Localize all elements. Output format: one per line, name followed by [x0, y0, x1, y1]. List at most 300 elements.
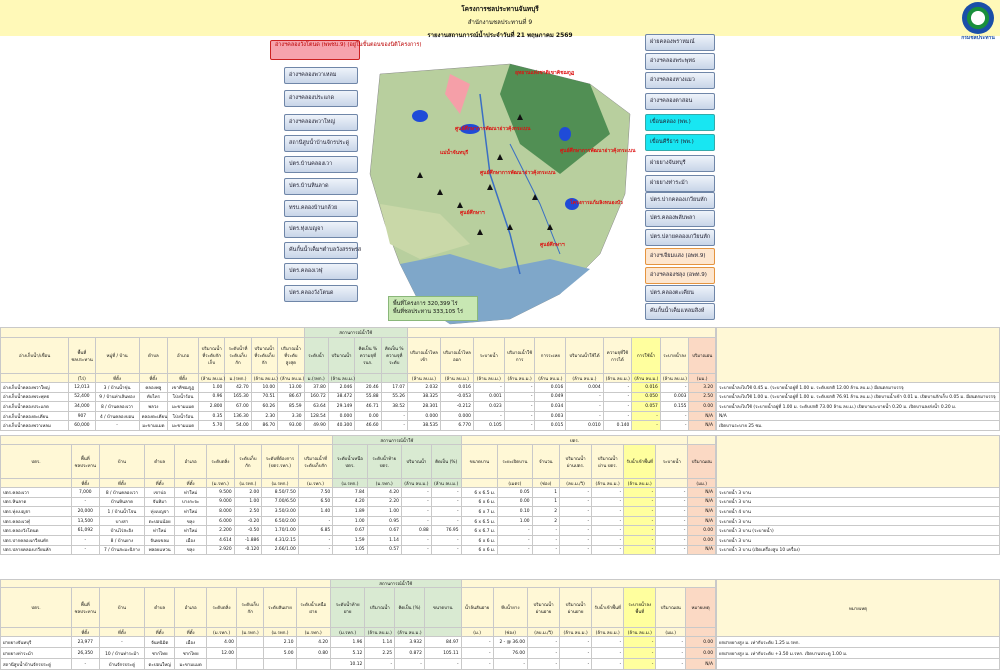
regulators-remark-cell: ระบายน้ำ 3 บาน (เปิดเครื่องสูบ 10 เครื่อง) — [717, 545, 1000, 555]
station-box-right-2[interactable]: อ่างฯคลองหางแมว — [645, 72, 715, 89]
regulators-header-cell: ตำบล — [145, 445, 175, 479]
weirs-cell: 26,350 — [72, 648, 99, 659]
weirs-cell: สถานีสูบน้ำบ้านจักรประดู่ — [1, 659, 72, 670]
reservoirs-cell: 37.80 — [304, 383, 328, 393]
reservoirs-cell: 86.70 — [251, 421, 277, 431]
regulators-cell: - — [560, 545, 592, 555]
regulators-cell: - — [401, 535, 431, 545]
reservoirs-cell: 28.301 — [407, 402, 440, 412]
weirs-cell: - — [528, 659, 560, 670]
regulators-cell: - — [592, 507, 624, 517]
regulators-cell: - — [592, 497, 624, 507]
weirs-cell: - — [560, 637, 592, 648]
reservoirs-remark-cell: ระบายน้ำลงไปใช้ (ระบายน้ำอยู่ที่ 1.00 ม. ระดับปกติ 73.00 ล้าน ลบ.ม.) เปิดบานระบายน้ำ 0.20 ม. เปิดบานลงส่งน้ำ 0.20 ม. — [717, 402, 1000, 412]
regulators-cell: 6.85 — [298, 526, 332, 536]
regulators-cell: ท่าใหม่ — [175, 507, 207, 517]
station-box-left-3[interactable]: อ่างฯคลองพวาใหญ่ — [284, 114, 358, 131]
reservoirs-cell: 0.016 — [535, 383, 566, 393]
reservoirs-cell: มะขามแมด — [139, 421, 168, 431]
weirs-cell: 4.00 — [207, 637, 237, 648]
regulators-cell: ปตร.คลองเวา — [1, 488, 72, 498]
reservoirs-cell: - — [632, 411, 661, 421]
reservoirs-header-cell: คิดเป็น % ความจุที่ระดับ — [381, 338, 407, 374]
regulators-cell: - — [532, 535, 559, 545]
station-box-right-11[interactable]: อ่างฯเจียมแสง (อพท.9) — [645, 248, 715, 265]
regulators-cell: 1.00 — [234, 497, 261, 507]
reservoirs-cell: 2.50 — [689, 392, 716, 402]
report-title: โครงการชลประทานจันทบุรี — [461, 5, 539, 13]
weirs-header-cell: ปริมาณน้ำผ่านฝาย — [528, 588, 560, 628]
weirs-cell: 3.932 — [395, 637, 425, 648]
irrigation-area: พื้นที่ชลประทาน 333,105 ไร่ — [393, 309, 463, 315]
regulators-header-cell: คิดเป็น (%) — [431, 445, 461, 479]
reservoirs-cell: 4 / บ้านคลองบอน — [95, 411, 139, 421]
reservoirs-cell: 0.105 — [473, 421, 504, 431]
reservoirs-unit-cell: (ล้าน ลบ.ม.) — [278, 374, 304, 383]
reservoirs-cell: 9 / บ้านท่าเส้นทอง — [95, 392, 139, 402]
regulators-cell: - — [624, 535, 656, 545]
weirs-cell: 5.00 — [264, 648, 296, 659]
regulators-cell: 2 — [532, 516, 559, 526]
reservoirs-cell: อ่างเก็บน้ำคลองพระพุทธ — [1, 392, 69, 402]
reservoirs-cell: 0.003 — [535, 411, 566, 421]
table-row — [1, 545, 716, 555]
regulators-cell: - — [656, 545, 688, 555]
reservoirs-cell: - — [504, 392, 535, 402]
weirs-cell: - — [395, 659, 425, 670]
weirs-header-cell: ปตร. — [1, 588, 72, 628]
weirs-header-cell: อำเภอ — [175, 588, 207, 628]
regulators-cell: - — [560, 507, 592, 517]
reservoirs-cell: 54.00 — [225, 421, 251, 431]
station-box-right-3[interactable]: อ่างฯคลองตาสอน — [645, 93, 715, 110]
regulators-cell: 4.614 — [207, 535, 234, 545]
reservoirs-cell: - — [603, 411, 632, 421]
reservoirs-cell: 2.800 — [198, 402, 224, 412]
weirs-header-cell: น้ำล้นสันฝาย — [461, 588, 493, 628]
regulators-unit-cell: (ม.รทก.) — [333, 479, 367, 488]
reservoirs-cell: 5.70 — [198, 421, 224, 431]
regulators-unit-cell: (ม.รทก.) — [207, 479, 234, 488]
regulators-cell: ปตร.ปลายคลองเกวียนหัก — [1, 545, 72, 555]
reservoirs-cell: 2.032 — [407, 383, 440, 393]
station-box-right-4[interactable]: เขื่อนคลอง (พพ.) — [645, 114, 715, 131]
reservoirs-remarks-header — [717, 328, 1000, 383]
weirs-unit-cell: (ม.รทก.) — [296, 628, 330, 637]
weirs-unit-cell: ที่ตั้ง — [99, 628, 145, 637]
regulators-cell: เมือง — [175, 535, 207, 545]
reservoirs-cell: 0.000 — [328, 411, 354, 421]
weirs-cell: - — [656, 648, 686, 659]
reservoirs-cell: เขาคิชฌกูฏ — [168, 383, 199, 393]
table-row — [1, 488, 716, 498]
regulators-cell: 4.20 — [367, 488, 401, 498]
reservoir-remarks — [716, 327, 1000, 431]
reservoirs-cell: - — [632, 421, 661, 431]
reservoirs-unit-cell: (ล้าน ลบ.ม.) — [473, 374, 504, 383]
regulators-cell: - — [656, 507, 688, 517]
reservoirs-header-cell: ระบายน้ำลง — [660, 338, 689, 374]
regulators-cell: 7.50 — [298, 488, 332, 498]
regulators-header-cell: ปริมาณฝน — [688, 445, 716, 479]
regulators-cell: - — [656, 488, 688, 498]
report-date: รายงานสถานการณ์น้ำประจำวันที่ 21 พฤษภาคม 2569 — [427, 32, 573, 39]
reservoirs-cell: อ่างเก็บน้ำคลองตะเคียน — [1, 411, 69, 421]
reservoirs-cell: 2.30 — [251, 411, 277, 421]
regulators-cell: 1.00 — [333, 516, 367, 526]
station-box-right-1[interactable]: อ่างฯคลองพระพุทธ — [645, 53, 715, 70]
regulators-unit-cell: (ม.รทก.) — [234, 479, 261, 488]
regulators-unit-cell: (ล้าน ลบ.ม.) — [401, 479, 431, 488]
reservoirs-header-cell: ปริมาณน้ำที่ระดับเก็บกัก — [251, 338, 277, 374]
weirs-cell — [236, 637, 263, 648]
weirs-cell: ฝายยางท่าระม้า — [1, 648, 72, 659]
weirs-cell: - — [592, 637, 624, 648]
regulators-cell: - — [401, 488, 431, 498]
map-label-4: โครงการแก้มลิงหนองบัว — [570, 200, 623, 206]
regulators-header-cell: ปริมาณน้ำ — [401, 445, 431, 479]
regulators-cell: N/A — [688, 545, 716, 555]
reservoirs-unit-cell: (ล้าน ลบ.ม.) — [440, 374, 473, 383]
regulators-cell: 6 x 6 ม. — [461, 497, 498, 507]
station-box-left-4[interactable]: สถานีสูบน้ำบ้านจักรประดู่ — [284, 135, 358, 152]
project-area: พื้นที่โครงการ 320,399 ไร่ — [393, 301, 458, 307]
regulators-cell: 7.84 — [333, 488, 367, 498]
weirs-header-cell: ระดับเก็บกัก — [236, 588, 263, 628]
reservoirs-cell: - — [603, 383, 632, 393]
reservoirs-cell: 0.000 — [440, 411, 473, 421]
regulators-remarks-header — [717, 436, 1000, 488]
reservoirs-cell: 55.88 — [355, 392, 381, 402]
weirs-header-cell: ขนาดบาน — [424, 588, 461, 628]
station-box-right-5[interactable]: เขื่อนคีรีธาร (พพ.) — [645, 134, 715, 151]
regulators-cell: ปตร.หินลาด — [1, 497, 72, 507]
regulators-cell: 0.57 — [367, 545, 401, 555]
station-box-right-12[interactable]: อ่างฯคลองชลุง (อพท.9) — [645, 267, 715, 284]
reservoirs-cell: 67.00 — [225, 402, 251, 412]
weirs-cell: - — [592, 659, 624, 670]
regulators-cell: เขาบ่อ — [145, 488, 175, 498]
reservoirs-cell: 49.90 — [304, 421, 328, 431]
station-box-right-7[interactable]: ฝายยางท่าระม้า — [645, 175, 715, 192]
regulators-cell: - — [592, 545, 624, 555]
weirs-cell: 105.11 — [424, 648, 461, 659]
weirs-cell: - — [461, 648, 493, 659]
reservoirs-cell: 160.72 — [304, 392, 328, 402]
regulators-cell: 7.00/6.50 — [262, 497, 299, 507]
reservoirs-remark-cell: ระบายน้ำลงไปใช้ 1.00 ม. (ระบายน้ำอยู่ที่ 1.00 ม. ระดับปกติ 76.91 ล้าน ลบ.ม.) เปิดบานน้ำเข้า 0.01 ม. เปิดบานกักเก็บ 0.05 ม. มีฝนตกมาบรรจุ — [717, 392, 1000, 402]
reservoirs-cell: 46.60 — [355, 421, 381, 431]
regulators-cell: - — [560, 526, 592, 536]
regulators-cell: N/A — [688, 507, 716, 517]
weir-table — [0, 579, 716, 670]
weirs-cell: ฝายยางจันทบุรี — [1, 637, 72, 648]
reservoirs-cell: 907 — [69, 411, 95, 421]
regulators-header-cell: ระดับน้ำเหนือปตร. — [333, 445, 367, 479]
regulators-cell: 0.00 — [688, 526, 716, 536]
reservoirs-header-cell: ปริมาณน้ำ — [328, 338, 354, 374]
reservoirs-cell: 0.140 — [603, 421, 632, 431]
weirs-cell — [207, 659, 237, 670]
weirs-unit-cell: (ล้าน ลบ.ม.) — [365, 628, 395, 637]
reservoirs-unit-cell: (ล้าน ลบ.ม.) — [566, 374, 603, 383]
reservoirs-cell: -0.212 — [440, 402, 473, 412]
reservoirs-cell: 0.001 — [473, 392, 504, 402]
regulators-cell: 6.50/2.00 — [262, 516, 299, 526]
weirs-cell: - — [424, 659, 461, 670]
regulators-cell: 6 x 6.5 ม. — [461, 516, 498, 526]
reservoirs-cell: 2.046 — [328, 383, 354, 393]
table-row — [1, 402, 716, 412]
weirs-cell: - — [656, 637, 686, 648]
weir-group-header: สถานการณ์น้ำใช้ — [330, 580, 461, 588]
reservoirs-cell: 0.049 — [535, 392, 566, 402]
reservoirs-unit-cell: (ล้าน ลบ.ม.) — [603, 374, 632, 383]
station-box-right-13[interactable]: ปตร.คลองตะเคียน — [645, 285, 715, 302]
weirs-header-cell: หีบน้ำยาง — [493, 588, 527, 628]
reservoirs-cell: 42.70 — [225, 383, 251, 393]
regulator-table — [0, 435, 716, 555]
weirs-header-cell: ระดับน้ำท้ายฝาย — [330, 588, 364, 628]
reservoirs-cell: 93.00 — [278, 421, 304, 431]
station-box-left-1[interactable]: อ่างฯคลองพวาเหลม — [284, 67, 358, 84]
reservoirs-unit-cell: (ล้าน ลบ.ม.) — [407, 374, 440, 383]
reservoirs-cell: อ่างเก็บน้ำคลองประแกด — [1, 402, 69, 412]
regulators-cell: 9.500 — [207, 488, 234, 498]
regulators-remark-cell: ระบายน้ำ 3 บาน — [717, 497, 1000, 507]
regulators-remark-cell: ระบายน้ำ 3 บาน — [717, 535, 1000, 545]
regulators-unit-cell: (ช่อง) — [532, 479, 559, 488]
weirs-cell — [236, 648, 263, 659]
station-box-right-14[interactable]: คันกั้นน้ำเค็มแหลมสิงห์ — [645, 303, 715, 320]
reservoirs-unit-cell: (ล้าน ลบ.ม.) — [504, 374, 535, 383]
table-row — [1, 648, 716, 659]
reservoirs-cell: 52,400 — [69, 392, 95, 402]
table-row — [1, 392, 716, 402]
weirs-cell: - — [624, 659, 656, 670]
regulators-cell: 1.40 — [298, 507, 332, 517]
station-box-right-6[interactable]: ฝายยางจันทบุรี — [645, 155, 715, 172]
reservoirs-header-cell: ปริมาณน้ำที่ระดับสูงสุด — [278, 338, 304, 374]
station-box-left-7[interactable]: ทรบ.คลองบ้านกล้วย — [284, 200, 358, 217]
regulators-header-cell: พื้นที่ชลประทาน — [72, 445, 99, 479]
reservoir-table — [0, 327, 716, 431]
reservoirs-cell: คลองพลู — [139, 383, 168, 393]
regulators-header-cell: ปริมาณน้ำผ่านปตร. — [560, 445, 592, 479]
reservoirs-cell: 60,000 — [69, 421, 95, 431]
reservoirs-cell: 0.034 — [535, 402, 566, 412]
station-box-left-10[interactable]: ปตร.คลองเวฬุ — [284, 263, 358, 280]
regulators-cell: 6 x 7 ม. — [461, 507, 498, 517]
regulators-cell: - — [624, 516, 656, 526]
regulators-cell: - — [532, 545, 559, 555]
weirs-cell: - — [528, 648, 560, 659]
regulators-cell: -0.20 — [234, 516, 261, 526]
reservoirs-cell: 128.54 — [304, 411, 328, 421]
regulators-header-cell: ระยะเปิดบาน — [498, 445, 532, 479]
weirs-unit-cell: (ล้าน ลบ.ม.) — [560, 628, 592, 637]
regulators-header-cell: ระดับน้ำท้าย ปตร. — [367, 445, 401, 479]
map-label-0: อุทยานแห่งชาติเขาคิชฌกูฏ — [515, 70, 575, 76]
station-box-right-0[interactable]: ฝายคลองพราหมณ์ — [645, 34, 715, 51]
regulators-cell: - — [656, 497, 688, 507]
weirs-header-cell: พื้นที่ชลประทาน — [72, 588, 99, 628]
station-box-left-9[interactable]: คันกั้นน้ำเค็มฯตำบลวังสรรพรส — [284, 242, 358, 259]
reservoirs-cell: โป่งน้ำร้อน — [168, 392, 199, 402]
regulators-header-cell: ระดับเก็บกัก — [234, 445, 261, 479]
reservoirs-cell: - — [504, 383, 535, 393]
regulators-header-cell: ปริมาณน้ำที่ระดับเก็บกัก — [298, 445, 332, 479]
regulators-cell: - — [431, 497, 461, 507]
reservoirs-header-cell: หมู่ที่ / บ้าน — [95, 338, 139, 374]
reservoirs-header-cell: ระบายน้ำ — [473, 338, 504, 374]
reservoirs-cell: 86.67 — [278, 392, 304, 402]
reservoirs-header-cell: ปริมาณน้ำใช้การ — [504, 338, 535, 374]
map-label-6: ศูนย์ศึกษาฯ — [460, 210, 485, 216]
regulators-cell: - — [592, 526, 624, 536]
reservoirs-cell: - — [504, 411, 535, 421]
regulators-cell: - — [656, 516, 688, 526]
regulators-cell: - — [560, 516, 592, 526]
regulators-cell: 2.920 — [207, 545, 234, 555]
reservoirs-cell: 40.300 — [328, 421, 354, 431]
station-box-left-5[interactable]: ปตร.บ้านคลองเวา — [284, 156, 358, 173]
weirs-unit-cell: (ม.) — [461, 628, 493, 637]
report-office: สำนักงานชลประทานที่ 9 — [467, 19, 533, 26]
regulators-cell: ท่าใหม่ — [145, 526, 175, 536]
regulators-cell: - — [656, 526, 688, 536]
reservoirs-header-cell: อำเภอ — [168, 338, 199, 374]
station-box-left-8[interactable]: ปตร.ทุ่งเบญจา — [284, 221, 358, 238]
weirs-cell — [236, 659, 263, 670]
regulators-cell: 7 / บ้านสะมะนิกาง — [99, 545, 145, 555]
weirs-unit-cell: (ม.รทก.) — [330, 628, 364, 637]
reservoirs-cell: 0.003 — [660, 392, 689, 402]
weirs-cell: ตะปอนใหญ่ — [145, 659, 175, 670]
regulators-cell: 2.00 — [234, 488, 261, 498]
regulators-cell: 8 / บ้านยาง — [99, 535, 145, 545]
regulators-unit-cell: ที่ตั้ง — [175, 479, 207, 488]
reservoir-marker — [412, 110, 428, 122]
regulators-cell: - — [431, 516, 461, 526]
reservoirs-cell: 0.155 — [660, 402, 689, 412]
reservoirs-unit-cell — [1, 374, 69, 383]
reservoirs-unit-cell: ที่ตั้ง — [139, 374, 168, 383]
reservoirs-cell: 165.30 — [225, 392, 251, 402]
regulators-cell: 6 x 6.5 ม. — [461, 488, 498, 498]
weirs-header-cell: ระดับน้ำเหนือฝาย — [296, 588, 330, 628]
regulators-cell: - — [624, 497, 656, 507]
regulators-cell: 0.67 — [367, 526, 401, 536]
reservoirs-cell: - — [504, 421, 535, 431]
regulators-cell: 4.20 — [333, 497, 367, 507]
regulators-cell: 0.95 — [367, 516, 401, 526]
weirs-unit-cell: ที่ตั้ง — [72, 628, 99, 637]
weirs-remarks-header: หมายเหตุ — [717, 580, 1000, 637]
station-box-right-8[interactable]: ปตร.ปากคลองเกวียนหัก — [645, 192, 715, 209]
regulators-cell: - — [592, 488, 624, 498]
regulators-cell: 1.05 — [333, 545, 367, 555]
regulators-cell: -1.886 — [234, 535, 261, 545]
table-row — [1, 497, 716, 507]
regulators-cell: 1 — [532, 488, 559, 498]
regulators-cell: 0.10 — [498, 507, 532, 517]
station-box-right-9[interactable]: ปตร.คลองพลับพลา — [645, 210, 715, 227]
weirs-cell: - — [365, 659, 395, 670]
regulators-cell: N/A — [688, 516, 716, 526]
regulators-unit-cell — [656, 479, 688, 488]
regulators-cell: - — [498, 535, 532, 545]
reservoirs-cell: 6.770 — [440, 421, 473, 431]
regulators-cell: 2.200 — [207, 526, 234, 536]
weirs-cell: - — [624, 637, 656, 648]
reservoirs-cell: 1.00 — [198, 383, 224, 393]
regulators-header-cell: รับน้ำเข้าพื้นที่ — [624, 445, 656, 479]
station-box-right-10[interactable]: ปตร.ปลายคลองเกวียนหัก — [645, 229, 715, 246]
regulators-cell: 1 / บ้านน้ำโจน — [99, 507, 145, 517]
reservoirs-cell: 34,000 — [69, 402, 95, 412]
station-box-left-6[interactable]: ปตร.บ้านหินลาด — [284, 178, 358, 195]
regulators-cell: N/A — [688, 497, 716, 507]
weirs-cell: 2.10 — [264, 637, 296, 648]
reservoirs-cell: มะขามแมด — [168, 421, 199, 431]
regulators-cell: - — [560, 497, 592, 507]
reservoirs-cell: 0.00 — [355, 411, 381, 421]
station-box-left-0[interactable]: อ่างฯคลองวังโตนด (พพชบ.9) (อยู่ในขั้นตอนของนิติโครงการ) — [270, 40, 360, 60]
weirs-header-cell: ตำบล — [145, 588, 175, 628]
weirs-cell: บ้านจักรประดู่ — [99, 659, 145, 670]
weirs-cell — [296, 659, 330, 670]
regulators-cell: - — [624, 526, 656, 536]
reservoirs-unit-cell: (ล้าน ลบ.ม.) — [198, 374, 224, 383]
regulators-cell: 13,500 — [72, 516, 99, 526]
regulators-cell: - — [431, 535, 461, 545]
reservoirs-cell: 0.96 — [198, 392, 224, 402]
regulators-unit-cell: (ล้าน ลบ.ม.) — [624, 479, 656, 488]
weirs-cell: เมือง — [175, 637, 207, 648]
reservoirs-cell: 3 / บ้านน้ำขุ่น — [95, 383, 139, 393]
weirs-cell: - — [72, 659, 99, 670]
reservoir-marker — [559, 127, 571, 141]
regulators-cell: 6 x 6 ม. — [461, 545, 498, 555]
reservoirs-header-cell: ปริมาณน้ำที่ระดับกักเก็บ — [198, 338, 224, 374]
reservoirs-cell: 136.30 — [225, 411, 251, 421]
regulators-cell: 8.000 — [207, 507, 234, 517]
weirs-header-cell: หมายเหตุ — [686, 588, 716, 628]
weirs-cell: 84.97 — [424, 637, 461, 648]
regulators-cell: ขลุง — [175, 516, 207, 526]
reservoirs-header-cell: ปริมาณน้ำใช้ได้ — [566, 338, 603, 374]
station-box-left-2[interactable]: อ่างฯคลองประแกด — [284, 90, 358, 107]
reservoirs-cell: พลวง — [139, 402, 168, 412]
reservoirs-cell: - — [566, 392, 603, 402]
regulators-header-cell: ขนาดบาน — [461, 445, 498, 479]
regulators-cell: ท่าใหม่ — [175, 488, 207, 498]
reservoirs-cell: อ่างเก็บน้ำคลองพวาใหญ่ — [1, 383, 69, 393]
reservoirs-cell: - — [660, 383, 689, 393]
map-label-3: ศูนย์ศึกษาการพัฒนาอ่าวคุ้งกระเบน — [480, 170, 556, 176]
table-row — [1, 535, 716, 545]
reservoirs-header-cell: อ่างเก็บน้ำ/เขื่อน — [1, 338, 69, 374]
regulators-cell: 1.89 — [333, 507, 367, 517]
reservoir-group-header: สถานการณ์น้ำใช้ — [304, 328, 407, 338]
table-row — [1, 516, 716, 526]
reservoirs-unit-cell: (ล้าน ลบ.ม.) — [535, 374, 566, 383]
reservoirs-cell: 85.59 — [278, 402, 304, 412]
reservoirs-cell: 38.535 — [407, 421, 440, 431]
station-box-left-11[interactable]: ปตร.คลองวังโตนด — [284, 285, 358, 302]
weirs-cell: - — [493, 659, 527, 670]
